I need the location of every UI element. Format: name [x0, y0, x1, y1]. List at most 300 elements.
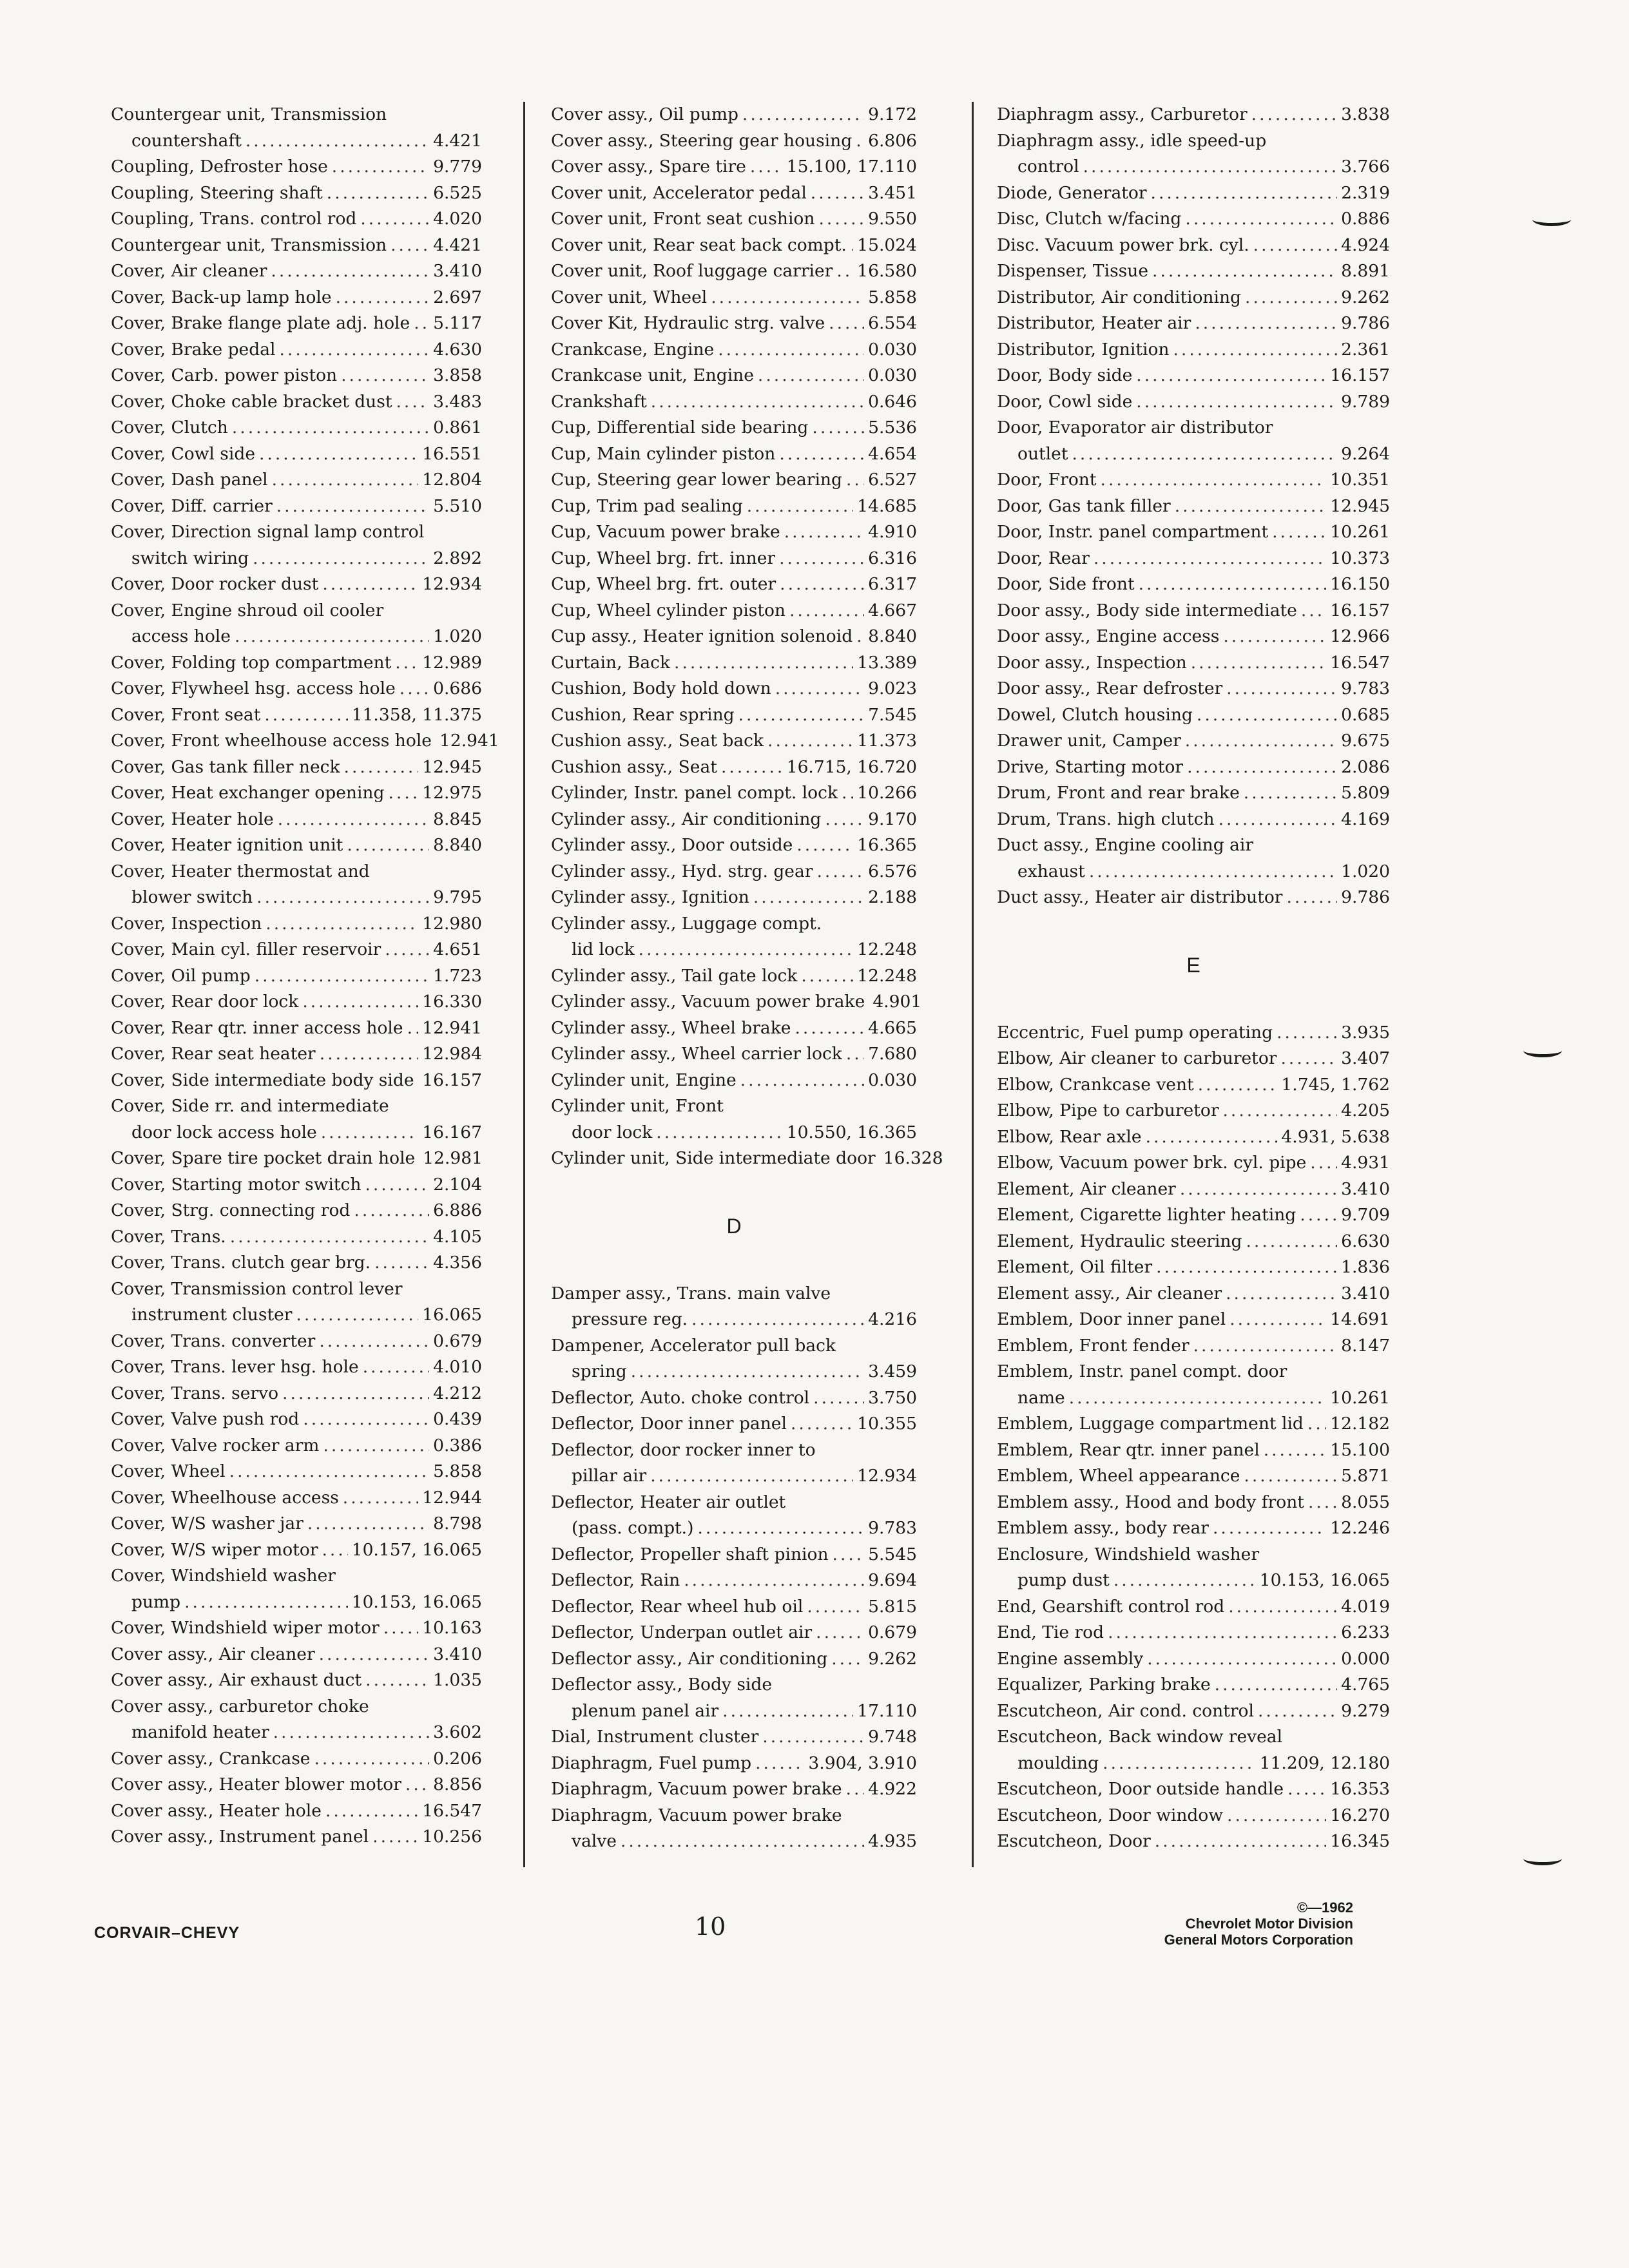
index-entry — [997, 1515, 1390, 1542]
index-entry — [551, 233, 917, 259]
entry-reference-number: 8.840 — [433, 835, 482, 855]
index-entry — [111, 337, 482, 363]
dot-leader — [1195, 311, 1337, 337]
entry-text: Cover, W/S wiper motor — [111, 1539, 318, 1560]
index-entry — [551, 885, 917, 911]
index-entry — [111, 311, 482, 337]
entry-text: Element, Cigarette lighter heating — [997, 1205, 1296, 1225]
dot-leader — [722, 1698, 853, 1725]
entry-text: Deflector, Rain — [551, 1570, 680, 1590]
index-entry — [111, 1615, 482, 1642]
index-entry — [111, 233, 482, 259]
index-entry — [111, 389, 482, 416]
dot-leader — [1094, 546, 1326, 572]
dot-leader — [255, 963, 429, 990]
index-entry — [111, 363, 482, 389]
dot-leader — [1286, 885, 1337, 911]
dot-leader — [833, 1542, 865, 1568]
dot-leader — [684, 1568, 864, 1594]
dot-leader — [296, 1302, 418, 1329]
entry-reference-number: 4.651 — [433, 939, 482, 959]
index-entry — [997, 1776, 1390, 1803]
index-entry — [111, 102, 482, 154]
dot-leader — [796, 832, 853, 859]
index-entry — [551, 154, 917, 180]
entry-text: Escutcheon, Door window — [997, 1805, 1224, 1825]
index-entry — [551, 494, 917, 520]
entry-reference-number: 5.536 — [868, 418, 917, 437]
entry-reference-number: 1.020 — [1341, 861, 1390, 881]
entry-reference-number: 10.266 — [857, 783, 917, 803]
entry-reference-number: 10.157, 16.065 — [351, 1539, 482, 1560]
entry-text: Cover, Brake pedal — [111, 339, 276, 360]
entry-text: pump — [131, 1591, 181, 1612]
dot-leader — [738, 702, 865, 729]
entry-text: Cover, Gas tank filler neck — [111, 756, 340, 777]
index-entry — [551, 1015, 917, 1042]
index-entry — [997, 102, 1390, 128]
index-entry — [111, 1276, 482, 1329]
dot-leader — [278, 807, 429, 833]
entry-reference-number: 9.170 — [868, 809, 917, 829]
entry-text: access hole — [131, 626, 231, 646]
dot-leader — [755, 1751, 804, 1777]
entry-reference-number: 4.020 — [433, 209, 482, 229]
entry-text: Cover, Valve rocker arm — [111, 1435, 320, 1456]
entry-text: Duct assy., Heater air distributor — [997, 887, 1283, 907]
index-entry — [551, 1672, 917, 1724]
index-entry — [111, 258, 482, 285]
entry-reference-number: 4.924 — [1341, 235, 1390, 255]
index-entry — [111, 754, 482, 781]
footer-series-label: CORVAIR–CHEVY — [94, 1924, 240, 1942]
index-entry — [111, 1563, 482, 1615]
index-entry — [551, 1646, 917, 1673]
entry-text: Cup, Differential side bearing — [551, 418, 809, 437]
index-entry — [111, 1354, 482, 1381]
dot-leader — [1152, 258, 1337, 285]
entry-text: Cup, Wheel brg. frt. inner — [551, 548, 776, 568]
index-entry — [997, 780, 1390, 807]
entry-text: Cylinder assy., Air conditioning — [551, 809, 822, 829]
index-entry — [111, 206, 482, 233]
entry-text: Dispenser, Tissue — [997, 261, 1149, 281]
entry-reference-number: 5.858 — [868, 287, 917, 307]
index-entry — [111, 180, 482, 207]
entry-text: Cover, Trans. servo — [111, 1383, 279, 1403]
index-entry — [551, 1411, 917, 1437]
entry-reference-number: 4.421 — [433, 235, 482, 255]
index-entry — [997, 1229, 1390, 1255]
entry-text: Cover, Spare tire pocket drain hole — [111, 1148, 416, 1168]
entry-reference-number: 16.150 — [1330, 574, 1390, 594]
entry-text: Cover, Engine shroud oil cooler — [111, 600, 384, 620]
entry-reference-number: 10.355 — [857, 1414, 917, 1434]
index-entry — [551, 546, 917, 572]
index-entry — [111, 1459, 482, 1485]
entry-text: Deflector, Heater air outlet — [551, 1492, 786, 1512]
dot-leader — [1258, 1698, 1337, 1725]
entry-reference-number: 16.353 — [1330, 1779, 1390, 1799]
entry-text: Crankcase unit, Engine — [551, 365, 754, 385]
entry-text: Damper assy., Trans. main valve — [551, 1283, 831, 1303]
dot-leader — [388, 780, 418, 807]
entry-reference-number: 10.256 — [422, 1827, 482, 1847]
index-entry — [997, 1463, 1390, 1490]
index-entry — [111, 1329, 482, 1355]
index-entry — [997, 1177, 1390, 1203]
dot-leader — [395, 650, 418, 677]
entry-reference-number: 12.981 — [423, 1148, 483, 1168]
entry-text: Curtain, Back — [551, 652, 671, 673]
index-entry — [551, 832, 917, 859]
entry-text: Cover, Clutch — [111, 418, 228, 437]
dot-leader — [1100, 467, 1326, 494]
dot-leader — [1244, 780, 1337, 807]
entry-text: Cover, Cowl side — [111, 443, 256, 464]
entry-text: Cylinder unit, Front — [551, 1096, 724, 1116]
dot-leader — [344, 754, 419, 781]
dot-leader — [856, 624, 864, 650]
dot-leader — [418, 1068, 419, 1094]
entry-reference-number: 2.361 — [1341, 339, 1390, 360]
index-entry — [551, 1542, 917, 1568]
entry-reference-number: 12.975 — [422, 783, 482, 803]
entry-text: Escutcheon, Back window reveal — [997, 1727, 1283, 1747]
index-entry — [551, 1776, 917, 1803]
entry-text: Cover assy., Air exhaust duct — [111, 1670, 362, 1690]
index-entry — [111, 963, 482, 990]
dot-leader — [829, 311, 864, 337]
entry-reference-number: 4.922 — [868, 1779, 917, 1799]
index-entry — [551, 441, 917, 468]
entry-reference-number: 16.065 — [422, 1305, 482, 1325]
entry-text: Cylinder, Instr. panel compt. lock — [551, 783, 838, 803]
dot-leader — [229, 1459, 429, 1485]
entry-text: Cover assy., Crankcase — [111, 1748, 311, 1769]
entry-reference-number: 0.679 — [868, 1622, 917, 1642]
entry-reference-number: 0.439 — [433, 1409, 482, 1429]
index-entry — [997, 1281, 1390, 1307]
entry-reference-number: 15.100 — [1330, 1439, 1390, 1460]
entry-text: Door, Evaporator air distributor — [997, 418, 1273, 437]
index-entry — [111, 1093, 482, 1146]
entry-reference-number: 12.182 — [1330, 1414, 1390, 1434]
dot-leader — [1175, 494, 1327, 520]
entry-text: Cylinder assy., Luggage compt. — [551, 913, 822, 934]
entry-text: Diaphragm assy., Carburetor — [997, 104, 1248, 124]
entry-text: door lock access hole — [131, 1122, 317, 1142]
dot-leader — [779, 546, 864, 572]
section-letter: D — [726, 1214, 742, 1238]
index-entry — [111, 1146, 482, 1172]
index-entry — [997, 1359, 1390, 1411]
entry-text: Diaphragm, Fuel pump — [551, 1753, 752, 1773]
entry-text: Cylinder assy., Wheel brake — [551, 1017, 791, 1038]
dot-leader — [319, 1642, 430, 1668]
entry-text: Crankshaft — [551, 391, 647, 412]
entry-text: Element assy., Air cleaner — [997, 1283, 1222, 1303]
index-entry — [551, 180, 917, 207]
index-entry — [111, 519, 482, 572]
entry-text: Cover unit, Accelerator pedal — [551, 182, 807, 203]
entry-text: Distributor, Heater air — [997, 313, 1191, 333]
dot-leader — [1136, 389, 1337, 416]
index-entry — [551, 519, 917, 546]
entry-text: Cover, Carb. power piston — [111, 365, 338, 385]
dot-leader — [407, 1015, 419, 1042]
entry-reference-number: 2.104 — [433, 1174, 482, 1195]
entry-text: Door, Front — [997, 470, 1097, 490]
entry-reference-number: 4.931, 5.638 — [1281, 1126, 1390, 1147]
page-number: 10 — [695, 1912, 726, 1941]
dot-leader — [347, 832, 429, 859]
entry-text: pump dust — [1017, 1570, 1110, 1590]
index-column-1 — [111, 102, 499, 1850]
entry-text: Cover, Starting motor switch — [111, 1174, 361, 1195]
index-column-2 — [551, 102, 943, 1855]
dot-leader — [1264, 1437, 1327, 1464]
entry-text: Cylinder assy., Ignition — [551, 887, 749, 907]
footer-publisher — [1095, 1899, 1353, 1948]
entry-reference-number: 3.766 — [1341, 157, 1390, 177]
index-entry — [551, 1281, 917, 1333]
index-entry — [111, 1250, 482, 1276]
entry-reference-number: 10.153, 16.065 — [1259, 1570, 1390, 1590]
entry-reference-number: 8.856 — [433, 1774, 482, 1794]
dot-leader — [697, 1515, 864, 1542]
dot-leader — [846, 1041, 864, 1068]
index-entry — [111, 494, 482, 520]
index-entry — [111, 1824, 482, 1850]
dot-leader — [816, 1620, 864, 1646]
entry-reference-number: 16.547 — [422, 1800, 482, 1821]
dot-leader — [282, 1381, 429, 1407]
entry-text: Cover unit, Front seat cushion — [551, 209, 815, 229]
index-entry — [111, 285, 482, 311]
entry-reference-number: 13.389 — [857, 652, 917, 673]
entry-text: outlet — [1017, 443, 1068, 464]
entry-text: valve — [572, 1831, 617, 1851]
entry-reference-number: 8.891 — [1341, 261, 1390, 281]
entry-text: Cylinder assy., Door outside — [551, 835, 793, 855]
entry-text: moulding — [1017, 1753, 1099, 1773]
entry-text: pillar air — [572, 1466, 647, 1486]
index-column-3 — [997, 102, 1390, 1855]
dot-leader — [363, 1354, 429, 1381]
dot-leader — [336, 285, 430, 311]
entry-reference-number: 9.262 — [1341, 287, 1390, 307]
index-entry — [997, 180, 1390, 207]
entry-reference-number: 4.010 — [433, 1357, 482, 1377]
entry-reference-number: 9.264 — [1341, 443, 1390, 464]
entry-reference-number: 16.330 — [422, 992, 482, 1012]
entry-reference-number: 16.167 — [422, 1122, 482, 1142]
copyright-notice: ©—1962 — [1296, 1899, 1353, 1916]
entry-text: Cover assy., Instrument panel — [111, 1827, 369, 1847]
index-entry — [551, 1093, 917, 1146]
entry-reference-number: 8.147 — [1341, 1335, 1390, 1356]
index-entry — [997, 1490, 1390, 1516]
dot-leader — [265, 911, 418, 937]
dot-leader — [621, 1829, 864, 1855]
dot-leader — [747, 494, 854, 520]
entry-reference-number: 6.554 — [868, 313, 917, 333]
dot-leader — [818, 206, 864, 233]
dot-leader — [1219, 807, 1338, 833]
entry-text: End, Tie rod — [997, 1622, 1104, 1642]
entry-text: Duct assy., Engine cooling air — [997, 835, 1254, 855]
entry-reference-number: 4.901 — [872, 992, 922, 1012]
entry-text: Cushion, Rear spring — [551, 704, 735, 725]
entry-reference-number: 3.410 — [433, 1644, 482, 1664]
dot-leader — [405, 1772, 429, 1798]
entry-text: Cover, Transmission control lever — [111, 1278, 403, 1299]
index-entry — [111, 1015, 482, 1042]
entry-reference-number: 3.459 — [868, 1361, 917, 1381]
index-entry — [551, 1385, 917, 1412]
dot-leader — [259, 441, 418, 468]
entry-text: Cup, Steering gear lower bearing — [551, 470, 842, 490]
entry-reference-number: 16.551 — [422, 443, 482, 464]
index-entry — [551, 598, 917, 624]
dot-leader — [812, 415, 864, 441]
entry-reference-number: 3.410 — [1341, 1178, 1390, 1199]
index-entry — [111, 598, 482, 650]
index-entry — [551, 911, 917, 963]
dot-leader — [232, 415, 429, 441]
dot-leader — [758, 363, 864, 389]
index-entry — [551, 1333, 917, 1385]
index-entry — [997, 1124, 1390, 1151]
entry-reference-number: 12.804 — [422, 470, 482, 490]
index-entry — [551, 1620, 917, 1646]
entry-text: Door, Instr. panel compartment — [997, 522, 1269, 542]
entry-text: Countergear unit, Transmission — [111, 104, 387, 124]
dot-leader — [1223, 624, 1326, 650]
entry-text: Deflector, Door inner panel — [551, 1414, 787, 1434]
index-entry — [551, 389, 917, 416]
entry-text: Cylinder assy., Tail gate lock — [551, 965, 798, 986]
dot-leader — [383, 1615, 419, 1642]
entry-text: Cover, Flywheel hsg. access hole — [111, 678, 396, 698]
index-entry — [111, 154, 482, 180]
dot-leader — [360, 206, 429, 233]
entry-text: Cover, Brake flange plate adj. hole — [111, 313, 410, 333]
dot-leader — [1146, 1124, 1278, 1151]
dot-leader — [807, 1594, 864, 1620]
index-entry — [111, 1433, 482, 1459]
entry-reference-number: 4.212 — [433, 1383, 482, 1403]
entry-reference-number: 2.697 — [433, 287, 482, 307]
dot-leader — [332, 154, 429, 180]
entry-reference-number: 6.806 — [868, 130, 917, 151]
index-entry — [997, 546, 1390, 572]
index-entry — [997, 1254, 1390, 1281]
entry-text: countershaft — [131, 130, 242, 151]
index-entry — [997, 650, 1390, 677]
entry-text: Cover, W/S washer jar — [111, 1514, 304, 1533]
entry-text: Cylinder unit, Engine — [551, 1070, 737, 1090]
entry-text: Cover, Wheelhouse access — [111, 1487, 339, 1508]
index-entry — [997, 1411, 1390, 1437]
index-entry — [111, 780, 482, 807]
entry-reference-number: 4.935 — [868, 1831, 917, 1851]
dot-leader — [1223, 1098, 1338, 1124]
index-entry — [551, 650, 917, 677]
index-entry — [551, 963, 917, 990]
entry-text: Emblem assy., Hood and body front — [997, 1492, 1304, 1512]
entry-reference-number: 4.630 — [433, 339, 482, 360]
dot-leader — [1156, 1254, 1337, 1281]
entry-reference-number: 6.233 — [1341, 1622, 1390, 1642]
entry-text: Diaphragm assy., idle speed-up — [997, 130, 1267, 151]
entry-text: Cover assy., Oil pump — [551, 104, 738, 124]
entry-text: Deflector assy., Air conditioning — [551, 1648, 828, 1669]
index-entry — [997, 1046, 1390, 1072]
entry-reference-number: 3.451 — [868, 182, 917, 203]
dot-leader — [1198, 1072, 1278, 1099]
entry-text: Cover, Trans. lever hsg. hole — [111, 1357, 359, 1377]
entry-text: Drum, Trans. high clutch — [997, 809, 1215, 829]
entry-text: Cover, Door rocker dust — [111, 574, 319, 594]
entry-text: Cup assy., Heater ignition solenoid — [551, 626, 853, 646]
entry-text: Element, Oil filter — [997, 1257, 1153, 1277]
entry-text: Disc. Vacuum power brk. cyl. — [997, 235, 1249, 255]
entry-reference-number: 12.941 — [439, 731, 499, 751]
entry-reference-number: 6.576 — [868, 861, 917, 881]
index-entry — [111, 650, 482, 677]
index-entry — [551, 285, 917, 311]
entry-reference-number: 9.709 — [1341, 1205, 1390, 1225]
entry-reference-number: 5.858 — [433, 1461, 482, 1481]
entry-reference-number: 16.547 — [1330, 652, 1390, 673]
entry-text: Eccentric, Fuel pump operating — [997, 1022, 1273, 1043]
entry-text: Deflector, Underpan outlet air — [551, 1622, 813, 1642]
entry-reference-number: 3.904, 3.910 — [808, 1753, 917, 1773]
entry-reference-number: 0.679 — [433, 1331, 482, 1351]
entry-text: Cover, Trans. clutch gear brg. — [111, 1253, 371, 1273]
dot-leader — [396, 389, 430, 416]
entry-text: Door, Side front — [997, 574, 1135, 594]
entry-reference-number: 1.035 — [433, 1670, 482, 1690]
entry-text: name — [1017, 1387, 1065, 1408]
entry-reference-number: 4.910 — [868, 522, 917, 542]
dot-leader — [253, 546, 429, 572]
dot-leader — [1213, 1515, 1326, 1542]
entry-text: Emblem, Door inner panel — [997, 1309, 1226, 1329]
index-entry — [111, 702, 482, 729]
index-entry — [997, 1202, 1390, 1229]
index-entry — [551, 989, 922, 1015]
entry-text: Door, Body side — [997, 365, 1133, 385]
dot-leader — [1113, 1568, 1256, 1594]
index-entry — [997, 598, 1390, 624]
entry-text: Cover, Rear seat heater — [111, 1044, 316, 1064]
index-entry — [551, 1594, 917, 1620]
entry-reference-number: 8.845 — [433, 809, 482, 829]
dot-leader — [314, 1746, 430, 1773]
dot-leader — [1103, 1751, 1256, 1777]
dot-leader — [341, 363, 429, 389]
entry-reference-number: 14.685 — [857, 495, 917, 516]
index-entry — [997, 885, 1390, 911]
index-entry — [551, 1041, 917, 1068]
index-entry — [997, 1620, 1390, 1646]
index-entry — [997, 128, 1390, 180]
index-entry — [997, 572, 1390, 598]
dot-leader — [1173, 337, 1337, 363]
